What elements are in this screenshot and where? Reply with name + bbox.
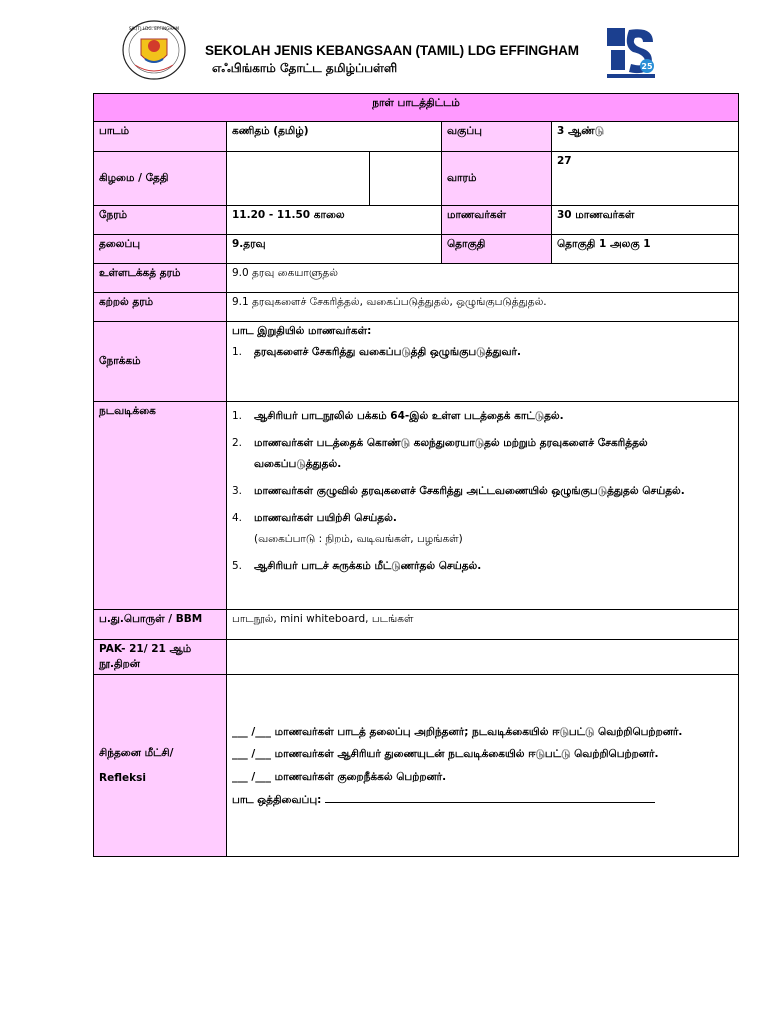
reflection-label: சிந்தனை மீட்சி/	[99, 746, 174, 759]
class-value: 3 ஆண்டு	[552, 122, 739, 152]
teaching-aids-value: பாடநூல், mini whiteboard, படங்கள்	[227, 610, 739, 640]
week-value: 27	[552, 152, 739, 206]
students-value: 30 மாணவர்கள்	[552, 206, 739, 235]
activity-item: 4. மாணவர்கள் பயிற்சி செய்தல். (வகைப்பாடு : நிறம், வடிவங்கள், பழங்கள்)	[232, 512, 463, 545]
module-label: தொகுதி	[442, 235, 552, 264]
time-value: 11.20 - 11.50 காலை	[227, 206, 442, 235]
postponement-label: பாட ஒத்திவைப்பு:	[232, 793, 322, 806]
subject-value: கணிதம் (தமிழ்)	[227, 122, 442, 152]
table-title: நாள் பாடத்திட்டம்	[94, 94, 739, 122]
learning-standard-label: கற்றல் தரம்	[94, 293, 227, 322]
objective-label: நோக்கம்	[94, 322, 227, 402]
reflection-line: ___ /___ மாணவர்கள் ஆசிரியர் துணையுடன் நடவடிக்கையில் ஈடுபட்டு வெற்றிபெற்றனர்.	[232, 748, 659, 761]
activities-label: நடவடிக்கை	[94, 402, 227, 610]
lesson-plan-table	[93, 93, 739, 857]
class-label: வகுப்பு	[442, 122, 552, 152]
pak21-value	[227, 640, 739, 675]
activity-item: 2. மாணவர்கள் படத்தைக் கொண்டு கலந்துரையாடுதல் மற்றும் தரவுகளைச் சேகரித்தல் வகைப்படுத்துதல்.	[232, 437, 648, 470]
content-standard-value: 9.0 தரவு கையாளுதல்	[227, 264, 739, 293]
svg-text:SJK(T) LDG. EFFINGHAM: SJK(T) LDG. EFFINGHAM	[129, 26, 179, 31]
module-value: தொகுதி 1 அலகு 1	[552, 235, 739, 264]
school-crest-logo	[121, 19, 187, 81]
activities-list	[232, 406, 733, 577]
objective-cell	[227, 322, 739, 402]
activity-item: 5. ஆசிரியர் பாடச் சுருக்கம் மீட்டுணர்தல் செய்தல்.	[232, 560, 482, 572]
school-name-english: SEKOLAH JENIS KEBANGSAAN (TAMIL) LDG EFFINGHAM	[205, 43, 579, 58]
week-label: வாரம்	[442, 152, 552, 206]
school-name-tamil: எஃபிங்காம் தோட்ட தமிழ்ப்பள்ளி	[212, 61, 398, 75]
pak21-label: PAK- 21/ 21 ஆம் நூ.திறன்	[94, 640, 227, 675]
subject-label: பாடம்	[94, 122, 227, 152]
reflection-label-ms: Refleksi	[99, 771, 146, 784]
activity-sub-note: (வகைப்பாடு : நிறம், வடிவங்கள், பழங்கள்)	[254, 533, 463, 545]
learning-standard-value: 9.1 தரவுகளைச் சேகரித்தல், வகைப்படுத்துதல், ஒழுங்குபடுத்துதல்.	[227, 293, 739, 322]
postponement-blank	[325, 802, 655, 803]
reflection-line: ___ /___ மாணவர்கள் பாடத் தலைப்பு அறிந்தனர்; நடவடிக்கையில் ஈடுபட்டு வெற்றிபெற்றனர்.	[232, 725, 683, 738]
objective-text: தரவுகளைச் சேகரித்து வகைப்படுத்தி ஒழுங்குபடுத்துவர்.	[254, 346, 521, 359]
reflection-label-cell	[94, 675, 227, 857]
ministry-logo	[603, 24, 659, 80]
objective-intro: பாட இறுதியில் மாணவர்கள்:	[232, 325, 372, 337]
reflection-line: ___ /___ மாணவர்கள் குறைநீக்கல் பெற்றனர்.	[232, 770, 447, 783]
objective-number: 1.	[232, 346, 243, 359]
topic-label: தலைப்பு	[94, 235, 227, 264]
reflection-cell	[227, 675, 739, 857]
activity-item: 1. ஆசிரியர் பாடநூலில் பக்கம் 64-இல் உள்ள படத்தைக் காட்டுதல்.	[232, 410, 564, 422]
activity-item: 3. மாணவர்கள் குழுவில் தரவுகளைச் சேகரித்து அட்டவணையில் ஒழுங்குபடுத்துதல் செய்தல்.	[232, 485, 685, 497]
activities-cell	[227, 402, 739, 610]
page-header	[0, 0, 768, 92]
topic-value: 9.தரவு	[227, 235, 442, 264]
date-value	[370, 152, 442, 206]
content-standard-label: உள்ளடக்கத் தரம்	[94, 264, 227, 293]
objective-item	[232, 345, 733, 360]
teaching-aids-label: ப.து.பொருள் / BBM	[94, 610, 227, 640]
day-date-label: கிழமை / தேதி	[94, 152, 227, 206]
svg-text:25: 25	[641, 62, 653, 71]
students-label: மாணவர்கள்	[442, 206, 552, 235]
day-value	[227, 152, 370, 206]
time-label: நேரம்	[94, 206, 227, 235]
